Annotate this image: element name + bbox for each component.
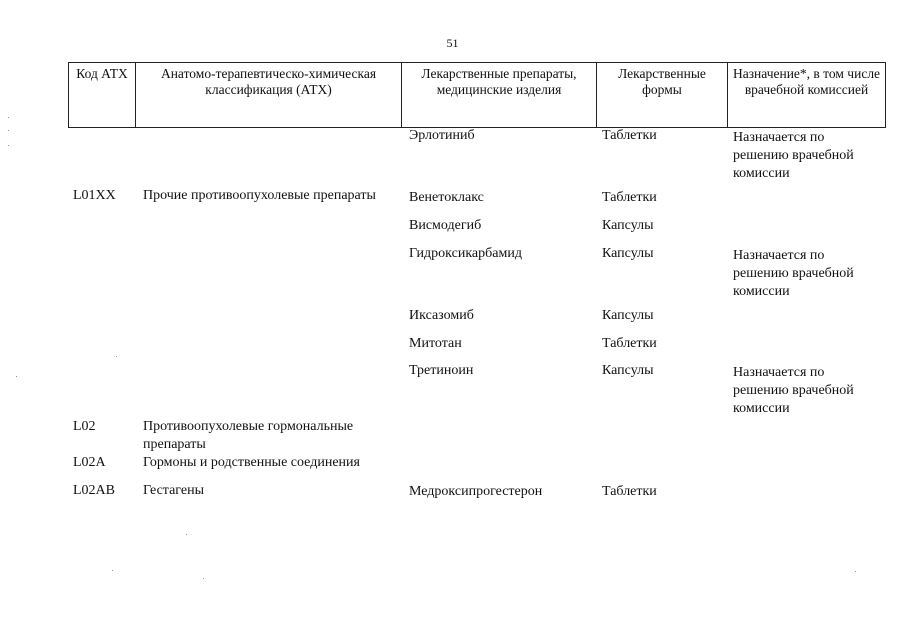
atc-code: L01XX xyxy=(73,188,116,203)
scan-speck xyxy=(855,571,856,572)
dosage-form: Таблетки xyxy=(602,484,657,499)
drug-name: Эрлотиниб xyxy=(409,128,475,143)
atc-name: Гормоны и родственные соединения xyxy=(143,455,360,470)
dosage-form: Таблетки xyxy=(602,128,657,143)
scan-speck xyxy=(8,117,9,118)
atc-code: L02 xyxy=(73,419,96,434)
scan-speck xyxy=(8,145,9,146)
dosage-form: Капсулы xyxy=(602,246,654,261)
scan-speck xyxy=(112,570,113,571)
drug-name: Висмодегиб xyxy=(409,218,482,233)
header-forms: Лекарственные формы xyxy=(597,63,728,127)
drug-name: Иксазомиб xyxy=(409,308,474,323)
header-purpose: Назначение*, в том числе врачебной комиссией xyxy=(732,66,881,97)
dosage-form: Таблетки xyxy=(602,190,657,205)
dosage-form: Капсулы xyxy=(602,308,654,323)
dosage-form: Капсулы xyxy=(602,363,654,378)
page-number: 51 xyxy=(446,36,459,50)
purpose-note: Назначается по решению врачебной комиссии xyxy=(733,248,854,299)
purpose-note: Назначается по решению врачебной комиссии xyxy=(733,130,854,181)
header-drugs: Лекарственные препараты, медицинские изделия xyxy=(402,63,597,127)
scan-speck xyxy=(186,534,187,535)
scan-speck xyxy=(203,578,204,579)
header-code: Код АТХ xyxy=(69,63,136,127)
drug-name: Медроксипрогестерон xyxy=(409,484,543,499)
atc-code: L02AB xyxy=(73,483,115,498)
purpose-note: Назначается по решению врачебной комиссии xyxy=(733,365,854,416)
drug-name: Митотан xyxy=(409,336,462,351)
scan-speck xyxy=(8,130,9,131)
drug-name: Венетоклакс xyxy=(409,190,484,205)
atc-name: Противоопухолевые гормональные препараты xyxy=(143,419,354,452)
drug-name: Третиноин xyxy=(409,363,474,378)
table-header xyxy=(68,62,886,128)
scan-speck xyxy=(116,356,117,357)
dosage-form: Капсулы xyxy=(602,218,654,233)
dosage-form: Таблетки xyxy=(602,336,657,351)
atc-name: Гестагены xyxy=(143,483,204,498)
atc-name: Прочие противоопухолевые препараты xyxy=(143,188,376,203)
header-atc: Анатомо-терапевтическо-химическая классификация (АТХ) xyxy=(136,63,402,127)
atc-code: L02A xyxy=(73,455,106,470)
scan-speck xyxy=(16,376,17,377)
drug-name: Гидроксикарбамид xyxy=(409,246,522,261)
